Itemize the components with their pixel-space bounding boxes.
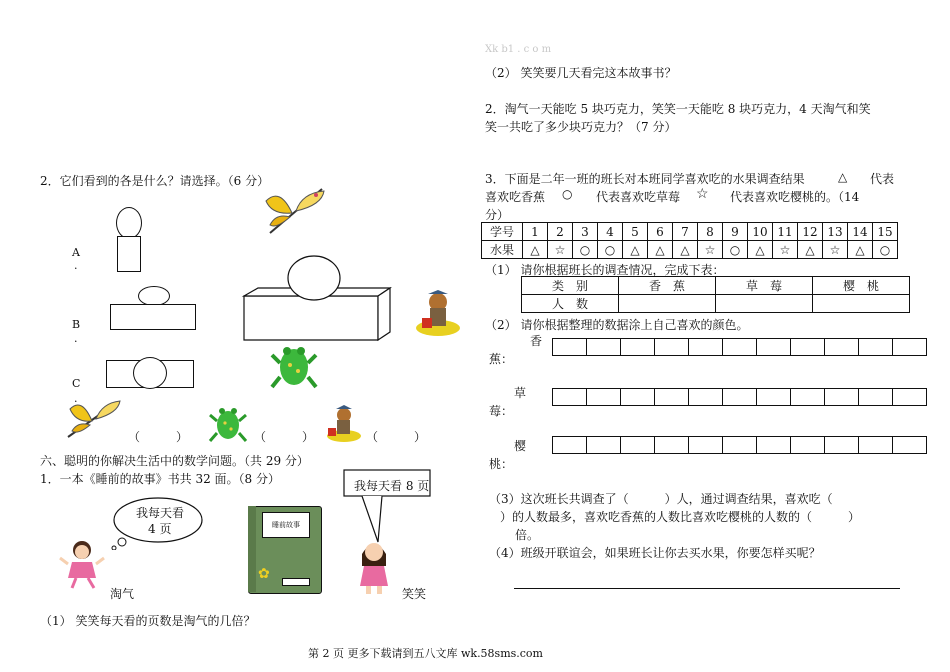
left-question-2-title: 2．它们看到的各是什么？请选择。（6 分） [40, 174, 270, 188]
option-b-top-shape [138, 286, 170, 306]
answer-blank-1[interactable]: （ ） [128, 430, 189, 444]
3d-object-figure [240, 252, 392, 344]
banana-label-top: 香 [530, 334, 543, 348]
survey-symbol: ○ [598, 241, 623, 259]
survey-symbol: ○ [723, 241, 748, 259]
survey-row-numbers [482, 223, 898, 241]
sub-question-3-line1: （3）这次班长共调查了（ ）人，通过调查结果，喜欢吃（ [489, 492, 833, 506]
question-1-2: （2） 笑笑要几天看完这本故事书？ [485, 66, 677, 80]
survey-number: 5 [623, 223, 648, 241]
section-6-title: 六、聪明的你解决生活中的数学问题。（共 29 分） [40, 454, 309, 468]
page-footer: 第 2 页 更多下载请到五八文库 wk.58sms.com [308, 647, 543, 660]
sub-question-3-line2: ）的人数最多，喜欢吃香蕉的人数比喜欢吃樱桃的人数的（ ） [500, 510, 861, 524]
dog-icon [322, 404, 362, 444]
question-2-line2: 笑一共吃了多少块巧克力？（7 分） [485, 120, 677, 134]
girl-xiaoxiao-figure [354, 536, 394, 596]
question-3-line2b: 代表喜欢吃草莓 [596, 190, 681, 204]
star-icon: ☆ [696, 186, 709, 202]
triangle-icon: △ [838, 170, 848, 184]
survey-header-fruit: 水果 [482, 241, 523, 259]
tally-header-strawberry: 草 莓 [716, 277, 813, 295]
survey-symbol: △ [748, 241, 773, 259]
tally-header-cherry: 樱 桃 [813, 277, 910, 295]
tally-cell-cherry[interactable] [813, 295, 910, 313]
option-b-label: B [72, 318, 81, 331]
story-question-1-1: （1） 笑笑每天看的页数是淘气的几倍？ [40, 614, 256, 628]
survey-number: 9 [723, 223, 748, 241]
survey-number: 10 [748, 223, 773, 241]
answer-blank-2[interactable]: （ ） [254, 430, 315, 444]
option-c-circle-shape [133, 357, 167, 389]
watermark: Xk b1 . c o m [485, 44, 552, 55]
circle-icon: ○ [562, 187, 573, 201]
survey-symbol: ○ [873, 241, 898, 259]
survey-symbol: ☆ [698, 241, 723, 259]
survey-symbol: △ [673, 241, 698, 259]
survey-symbol: ☆ [773, 241, 798, 259]
question-3-line2a: 喜欢吃香蕉 [485, 190, 546, 204]
survey-number: 3 [573, 223, 598, 241]
cherry-bar-grid[interactable] [553, 436, 927, 454]
strawberry-bar-grid[interactable] [553, 388, 927, 406]
strawberry-label-top: 草 [514, 386, 527, 400]
answer-blank-3[interactable]: （ ） [366, 430, 427, 444]
survey-symbol: △ [848, 241, 873, 259]
survey-table [481, 222, 898, 259]
survey-symbol: △ [523, 241, 548, 259]
option-a-dot: . [74, 259, 78, 272]
sub-question-1: （1） 请你根据班长的调查情况，完成下表： [485, 263, 725, 277]
dog-icon [412, 288, 464, 340]
name-xiaoxiao: 笑笑 [402, 587, 427, 601]
tally-header-category: 类 别 [522, 277, 619, 295]
survey-symbol: ○ [573, 241, 598, 259]
strawberry-label-bottom: 莓： [489, 404, 514, 418]
survey-number: 6 [648, 223, 673, 241]
storybook-title: 睡前故事 [262, 512, 310, 538]
bubble-left-line2: 4 页 [148, 522, 172, 536]
survey-number: 13 [823, 223, 848, 241]
tally-table [521, 276, 910, 313]
question-3-line1b: 代表 [870, 172, 895, 186]
option-c-label: C [72, 377, 81, 390]
option-c-dot: . [74, 392, 78, 405]
frog-icon [270, 343, 318, 389]
option-a-cylinder-shape [117, 236, 141, 272]
survey-number: 4 [598, 223, 623, 241]
survey-number: 7 [673, 223, 698, 241]
question-2-line1: 2．淘气一天能吃 5 块巧克力，笑笑一天能吃 8 块巧克力，4 天淘气和笑 [485, 102, 871, 116]
butterfly-icon [66, 395, 122, 441]
survey-symbol: ☆ [548, 241, 573, 259]
survey-symbol: △ [648, 241, 673, 259]
question-3-line1: 3．下面是二年一班的班长对本班同学喜欢吃的水果调查结果 [485, 172, 805, 186]
sub-question-2: （2） 请你根据整理的数据涂上自己喜欢的颜色。 [485, 318, 749, 332]
tally-header-banana: 香 蕉 [619, 277, 716, 295]
option-a-sphere-shape [116, 207, 142, 239]
answer-line[interactable] [514, 588, 900, 589]
survey-number: 8 [698, 223, 723, 241]
survey-number: 15 [873, 223, 898, 241]
cherry-label-bottom: 桃： [489, 457, 514, 471]
survey-row-fruits [482, 241, 898, 259]
banana-label-bottom: 蕉： [489, 352, 514, 366]
storybook-label [282, 578, 310, 586]
sub-question-4: （4）班级开联谊会，如果班长让你去买水果，你要怎样买呢？ [489, 546, 821, 560]
storybook-spine [248, 506, 256, 592]
survey-header-id: 学号 [482, 223, 523, 241]
tally-cell-banana[interactable] [619, 295, 716, 313]
option-b-dot: . [74, 332, 78, 345]
survey-number: 1 [523, 223, 548, 241]
survey-number: 14 [848, 223, 873, 241]
survey-number: 11 [773, 223, 798, 241]
tally-cell-strawberry[interactable] [716, 295, 813, 313]
survey-symbol: ☆ [823, 241, 848, 259]
story-question-1: 1．一本《睡前的故事》书共 32 面。（8 分） [40, 472, 280, 486]
survey-number: 2 [548, 223, 573, 241]
banana-bar-grid[interactable] [553, 338, 927, 356]
bubble-right-text: 我每天看 8 页 [354, 479, 430, 493]
option-a-label: A [72, 246, 80, 259]
question-3-line3: 分） [485, 208, 510, 222]
butterfly-icon [262, 185, 328, 237]
survey-symbol: △ [798, 241, 823, 259]
survey-number: 12 [798, 223, 823, 241]
option-b-base-shape [110, 304, 196, 330]
sub-question-3-line3: 倍。 [515, 528, 540, 542]
girl-taoqi-figure [58, 538, 106, 590]
cherry-label-top: 樱 [514, 439, 527, 453]
flower-icon: ✿ [258, 566, 270, 582]
tally-row-count: 人 数 [522, 295, 619, 313]
name-taoqi: 淘气 [110, 587, 135, 601]
survey-symbol: △ [623, 241, 648, 259]
frog-icon [208, 403, 248, 443]
question-3-line2c: 代表喜欢吃樱桃的。（14 [730, 190, 860, 204]
bubble-left-line1: 我每天看 [136, 506, 185, 520]
